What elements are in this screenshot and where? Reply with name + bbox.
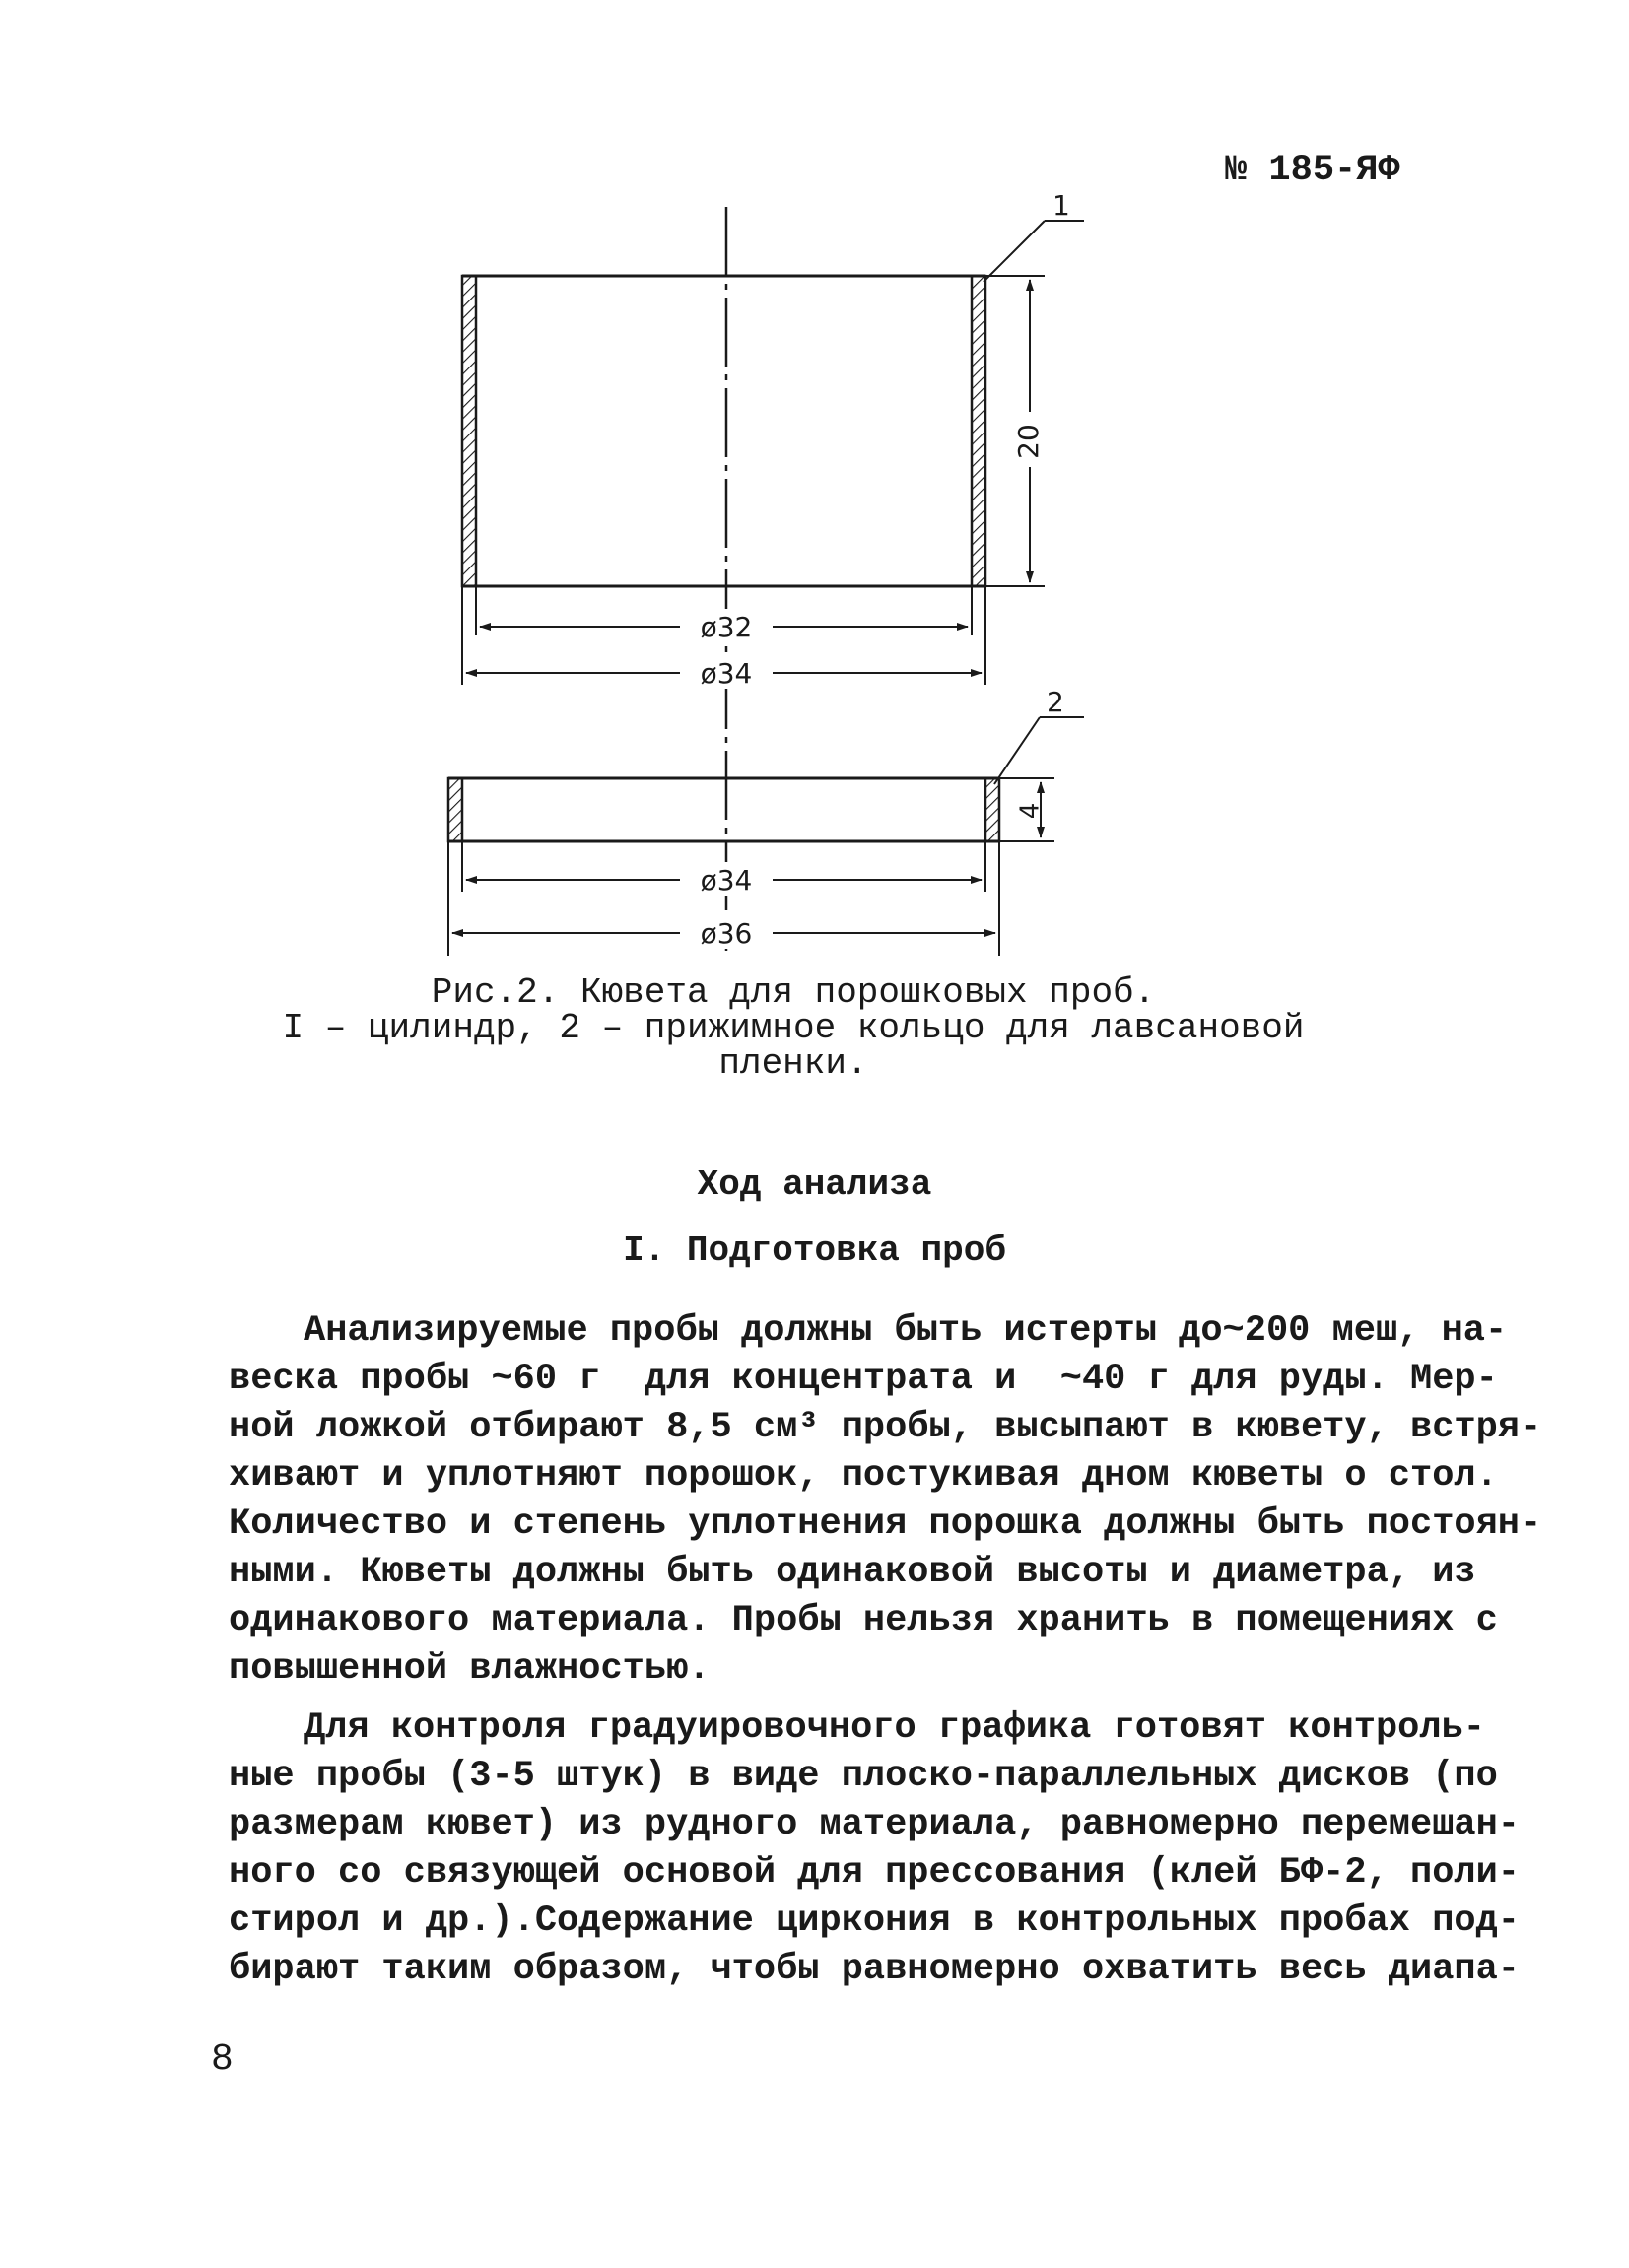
paragraph-line: ные пробы (3-5 штук) в виде плоско-параллельных дисков (по bbox=[229, 1756, 1498, 1797]
paragraph-line: веска пробы ~60 г для концентрата и ~40 г для руды. Мер- bbox=[229, 1359, 1498, 1400]
dim-height-label: 20 bbox=[1012, 424, 1045, 459]
paragraph-line: Анализируемые пробы должны быть истерты до~200 меш, на- bbox=[304, 1310, 1508, 1352]
paragraph-line: ного со связующей основой для прессования (клей БФ-2, поли- bbox=[229, 1852, 1521, 1894]
dim-inner-ring-label: ø34 bbox=[700, 864, 753, 897]
page-number: 8 bbox=[211, 2038, 234, 2081]
ring-part bbox=[448, 686, 1084, 956]
section-subtitle: I. Подготовка проб bbox=[623, 1231, 1006, 1271]
cylinder-part bbox=[462, 189, 1084, 690]
cuvette-drawing bbox=[0, 0, 1629, 985]
callout-1-label: 1 bbox=[1052, 189, 1070, 222]
dim-ring-height-label: 4 bbox=[1015, 802, 1046, 820]
paragraph-line: Количество и степень уплотнения порошка должны быть постоян- bbox=[229, 1503, 1542, 1545]
caption-line: I – цилиндр, 2 – прижимное кольцо для лавсановой bbox=[282, 1008, 1305, 1048]
dim-outer-ring-label: ø36 bbox=[700, 917, 753, 950]
callout-1-leader bbox=[984, 221, 1045, 282]
caption-line: Рис.2. Кювета для порошковых проб. bbox=[431, 972, 1156, 1013]
ring-right-wall bbox=[985, 778, 999, 841]
document-number: № 185-ЯФ bbox=[1225, 150, 1400, 191]
paragraph-line: одинакового материала. Пробы нельзя хранить в помещениях с bbox=[229, 1600, 1498, 1641]
callout-2-leader bbox=[994, 717, 1040, 784]
section-title: Ход анализа bbox=[697, 1165, 932, 1205]
callout-2-label: 2 bbox=[1047, 686, 1064, 718]
ring-left-wall bbox=[448, 778, 462, 841]
paragraph-line: стирол и др.).Содержание циркония в контрольных пробах под- bbox=[229, 1901, 1521, 1942]
paragraph-line: Для контроля градуировочного графика готовят контроль- bbox=[304, 1707, 1485, 1749]
paragraph-line: ными. Кюветы должны быть одинаковой высоты и диаметра, из bbox=[229, 1552, 1476, 1593]
dim-outer-cyl-label: ø34 bbox=[700, 657, 753, 690]
paragraph-line: ной ложкой отбирают 8,5 см³ пробы, высыпают в кювету, встря- bbox=[229, 1407, 1542, 1448]
paragraph-line: хивают и уплотняют порошок, постукивая дном кюветы о стол. bbox=[229, 1455, 1498, 1497]
paragraph-line: бирают таким образом, чтобы равномерно охватить весь диапа- bbox=[229, 1949, 1521, 1990]
dim-inner-cyl-label: ø32 bbox=[700, 611, 753, 643]
paragraph-line: размерам кювет) из рудного материала, равномерно перемешан- bbox=[229, 1804, 1521, 1845]
cylinder-left-wall bbox=[462, 276, 476, 586]
cylinder-right-wall bbox=[972, 276, 985, 586]
caption-line: пленки. bbox=[718, 1043, 868, 1084]
paragraph-line: повышенной влажностью. bbox=[229, 1648, 711, 1690]
